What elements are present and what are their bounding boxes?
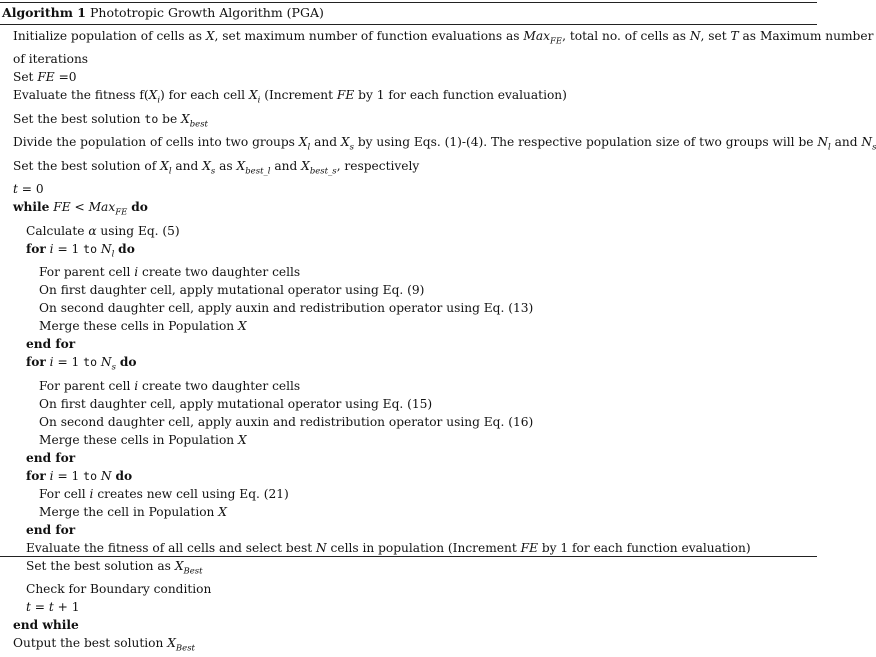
algo-line-22 [0,449,817,467]
algo-line-text: Divide the population of cells into two groups $X_l$ and $X_s$ by using Eqs. (1)-(4). The respective population size of two groups will be $N_l$ and N [13,135,873,153]
algo-line-9 [0,198,817,221]
algo-line-26 [0,521,817,539]
algo-line-13 [0,281,817,299]
algorithm-name: Phototropic Growth Algorithm (PGA) [89,5,324,20]
algo-line-5 [0,110,817,133]
algo-line-text: Set the best solution as $X_{Best}$ [26,558,203,576]
algo-line-12 [0,263,817,281]
algo-line-21 [0,431,817,449]
algo-line-text: end while [13,617,79,632]
algo-line-28 [0,557,817,580]
algo-line-text: Calculate α using Eq. (5) [26,223,180,238]
algo-line-4 [0,86,817,109]
algo-line-3 [0,68,817,86]
algo-line-text: For cell i creates new cell using Eq. (21) [39,486,289,501]
algo-line-text: for i = 1 to N do [26,468,133,483]
algo-line-18 [0,377,817,395]
algo-line-19 [0,395,817,413]
algo-line-32 [0,634,817,657]
algo-line-text: while FE < Max$_{FE}$ do [13,200,148,218]
bottom-rule [0,556,817,557]
algo-line-15 [0,317,817,335]
algo-line-text: On second daughter cell, apply auxin and redistribution operator using Eq. (16) [39,414,534,429]
algo-line-16 [0,335,817,353]
algo-line-31 [0,616,817,634]
algo-line-text: Merge these cells in Population X [39,432,247,447]
algo-line-24 [0,485,817,503]
algo-line-text: On first daughter cell, apply mutational operator using Eq. (15) [39,396,433,411]
algo-line-20 [0,413,817,431]
top-rule [0,2,817,3]
algo-line-27 [0,539,817,557]
algorithm-body [0,27,874,657]
algo-line-text: Initialize population of cells as X, set maximum number of function evaluations as Max$_{FE}$, total no. of cells as N, set T as Maximum number [13,29,874,47]
algo-line-text: Check for Boundary condition [26,581,212,596]
algo-line-30 [0,598,817,616]
algo-line-text: For parent cell i create two daughter cells [39,265,301,280]
header-rule [0,24,817,25]
algo-line-23 [0,467,817,485]
algo-line-7 [0,157,817,180]
algo-line-text: Merge the cell in Population X [39,504,227,519]
algo-line-text: for i = 1 to $N_l$ do [26,241,135,260]
algo-line-6 [0,133,873,156]
algo-line-text: Set the best solution of $X_l$ and $X_s$ as $X_{best\_l}$ and $X_{best\_s}$, respectively [13,158,420,177]
algo-line-text: On first daughter cell, apply mutational operator using Eq. (9) [39,283,425,298]
algo-line-text: end for [26,450,76,465]
algo-line-text: of iterations [13,52,89,67]
algo-line-1 [0,27,874,50]
algo-line-text: Output the best solution $X_{Best}$ [13,635,195,654]
algo-line-text: end for [26,522,76,537]
algo-line-11 [0,240,817,263]
algo-line-text: Set FE =0 [13,70,77,85]
algo-line-10 [0,222,817,240]
algo-line-14 [0,299,817,317]
algo-line-text: Evaluate the fitness $f(X_i)$ for each cell $X_i$ (Increment FE by 1 for each function evaluation) [13,88,567,106]
algo-line-text: Evaluate the fitness of all cells and select best N cells in population (Increment FE by 1 for each function evaluation) [26,540,751,555]
algo-line-29 [0,580,817,598]
algo-line-text: t = t + 1 [26,599,80,614]
algo-line-text: Set the best solution to be $X_{best}$ [13,111,208,130]
algo-line-text: For parent cell i create two daughter cells [39,378,301,393]
algo-line-25 [0,503,817,521]
algo-line-2 [0,50,817,68]
algo-line-text: end for [26,337,76,352]
algo-line-8 [0,180,817,198]
algo-line-text: Merge these cells in Population X [39,319,247,334]
algorithm-label: Algorithm 1 [2,5,86,20]
algorithm-title [2,5,324,20]
algo-line-text: On second daughter cell, apply auxin and redistribution operator using Eq. (13) [39,301,534,316]
algo-line-text: for i = 1 to $N_s$ do [26,355,137,373]
algo-line-17 [0,353,817,376]
algo-line-text: t = 0 [13,182,44,197]
